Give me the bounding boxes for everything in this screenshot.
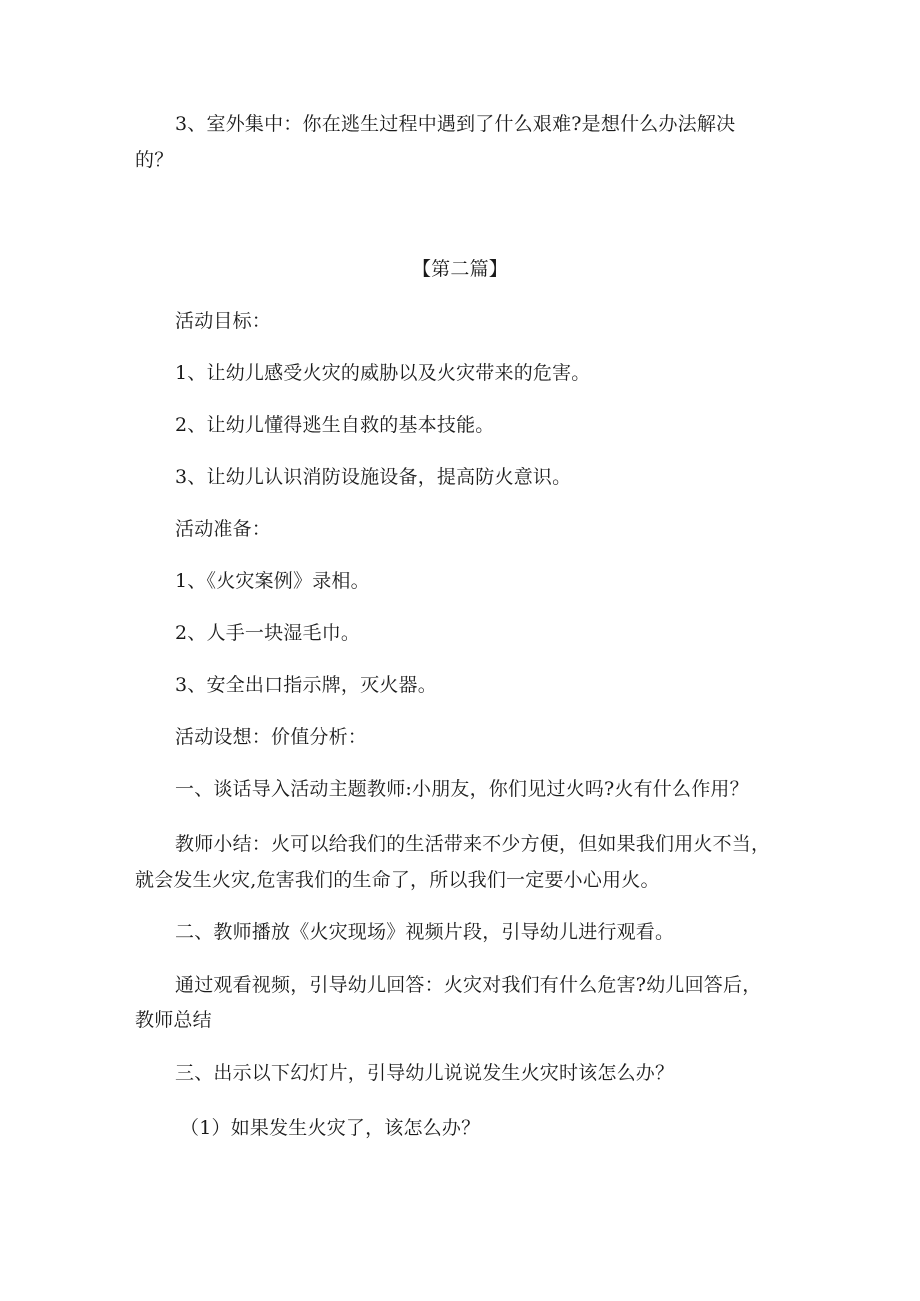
summary-line-1: 教师小结：火可以给我们的生活带来不少方便，但如果我们用火不当， bbox=[175, 833, 771, 855]
goal-item-3: 3、让幼儿认识消防设施设备，提高防火意识。 bbox=[175, 466, 572, 488]
question-1: （1）如果发生火灾了，该怎么办？ bbox=[180, 1117, 481, 1139]
summary-line-2: 就会发生火灾,危害我们的生命了，所以我们一定要小心用火。 bbox=[135, 869, 660, 891]
goals-label: 活动目标： bbox=[175, 310, 272, 332]
section-heading: 【第二篇】 bbox=[411, 258, 508, 280]
goal-item-2: 2、让幼儿懂得逃生自救的基本技能。 bbox=[175, 414, 495, 436]
prep-label: 活动准备： bbox=[175, 518, 272, 540]
goal-item-1: 1、让幼儿感受火灾的威胁以及火灾带来的危害。 bbox=[175, 362, 591, 384]
step-3: 三、出示以下幻灯片，引导幼儿说说发生火灾时该怎么办？ bbox=[175, 1062, 675, 1084]
prep-item-3: 3、安全出口指示牌，灭火器。 bbox=[175, 674, 437, 696]
step-2: 二、教师播放《火灾现场》视频片段，引导幼儿进行观看。 bbox=[175, 921, 675, 943]
prep-item-2: 2、人手一块湿毛巾。 bbox=[175, 622, 361, 644]
prep-item-1: 1、《火灾案例》录相。 bbox=[175, 570, 370, 592]
step-1: 一、谈话导入活动主题教师:小朋友，你们见过火吗?火有什么作用？ bbox=[175, 778, 749, 800]
idea-label: 活动设想：价值分析： bbox=[175, 726, 368, 748]
watch-line-1: 通过观看视频，引导幼儿回答：火灾对我们有什么危害?幼儿回答后， bbox=[175, 974, 762, 996]
watch-line-2: 教师总结 bbox=[135, 1009, 212, 1031]
paragraph-item3-line2: 的？ bbox=[135, 149, 174, 171]
paragraph-item3-line1: 3、室外集中：你在逃生过程中遇到了什么艰难?是想什么办法解决 bbox=[175, 113, 736, 135]
